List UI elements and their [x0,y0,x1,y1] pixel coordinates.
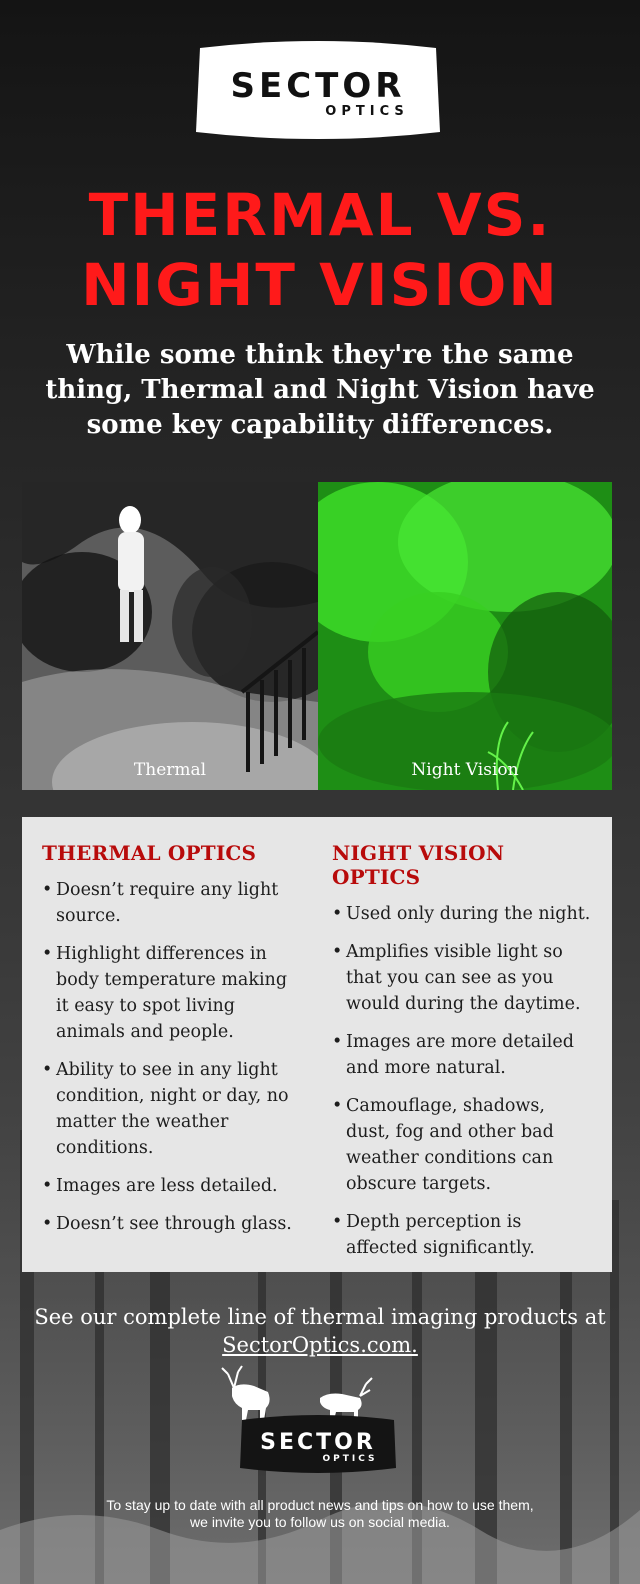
thermal-item: • Ability to see in any light condition, night or day, no matter the weather conditions. [42,1057,292,1161]
thermal-column [42,841,292,1249]
thermal-photo [22,482,318,790]
night-vision-scene-graphic [318,482,612,790]
brand-logo[interactable] [190,40,446,140]
thermal-scene-graphic [22,482,318,790]
night-vision-photo [318,482,612,790]
deer-icon [210,1364,380,1420]
social-follow-text [20,1497,620,1531]
thermal-photo-caption: Thermal [133,760,207,780]
cta-text: See our complete line of thermal imaging products at [34,1305,606,1329]
subheading: While some think they're the same thing, Thermal and Night Vision have some key capability differences. [45,340,595,440]
night-vision-item: • Amplifies visible light so that you can see as you would during the daytime. [332,939,594,1017]
thermal-item: • Highlight differences in body temperature making it easy to spot living animals and people. [42,941,292,1045]
social-text-line-1: To stay up to date with all product news and tips on how to use them, [106,1497,534,1513]
thermal-title: THERMAL OPTICS [42,841,257,865]
thermal-list [42,877,292,1237]
logo-tagline: OPTICS [325,104,409,119]
footer-logo-tagline: OPTICS [322,1454,378,1464]
night-vision-title: NIGHT VISION OPTICS [332,841,505,889]
cta-block [30,1303,610,1359]
comparison-panel [22,817,612,1272]
logo-wordmark: SECTOR [230,66,406,106]
thermal-item: • Doesn’t see through glass. [42,1211,292,1237]
night-vision-item: • Used only during the night. [332,901,594,927]
headline-line-1: THERMAL VS. [88,181,552,249]
night-vision-item: • Depth perception is affected significantly. [332,1209,594,1261]
night-vision-column [332,841,594,1273]
footer-logo[interactable] [236,1414,400,1474]
social-text-line-2: we invite you to follow us on social media. [190,1514,450,1530]
night-vision-photo-caption: Night Vision [411,760,519,780]
thermal-item: • Doesn’t require any light source. [42,877,292,929]
footer-logo-wordmark: SECTOR [260,1430,376,1455]
website-link[interactable]: SectorOptics.com. [222,1333,418,1357]
night-vision-list [332,901,594,1261]
headline-line-2: NIGHT VISION [81,251,559,319]
night-vision-item: • Images are more detailed and more natural. [332,1029,594,1081]
thermal-item: • Images are less detailed. [42,1173,292,1199]
night-vision-item: • Camouflage, shadows, dust, fog and other bad weather conditions can obscure targets. [332,1093,594,1197]
